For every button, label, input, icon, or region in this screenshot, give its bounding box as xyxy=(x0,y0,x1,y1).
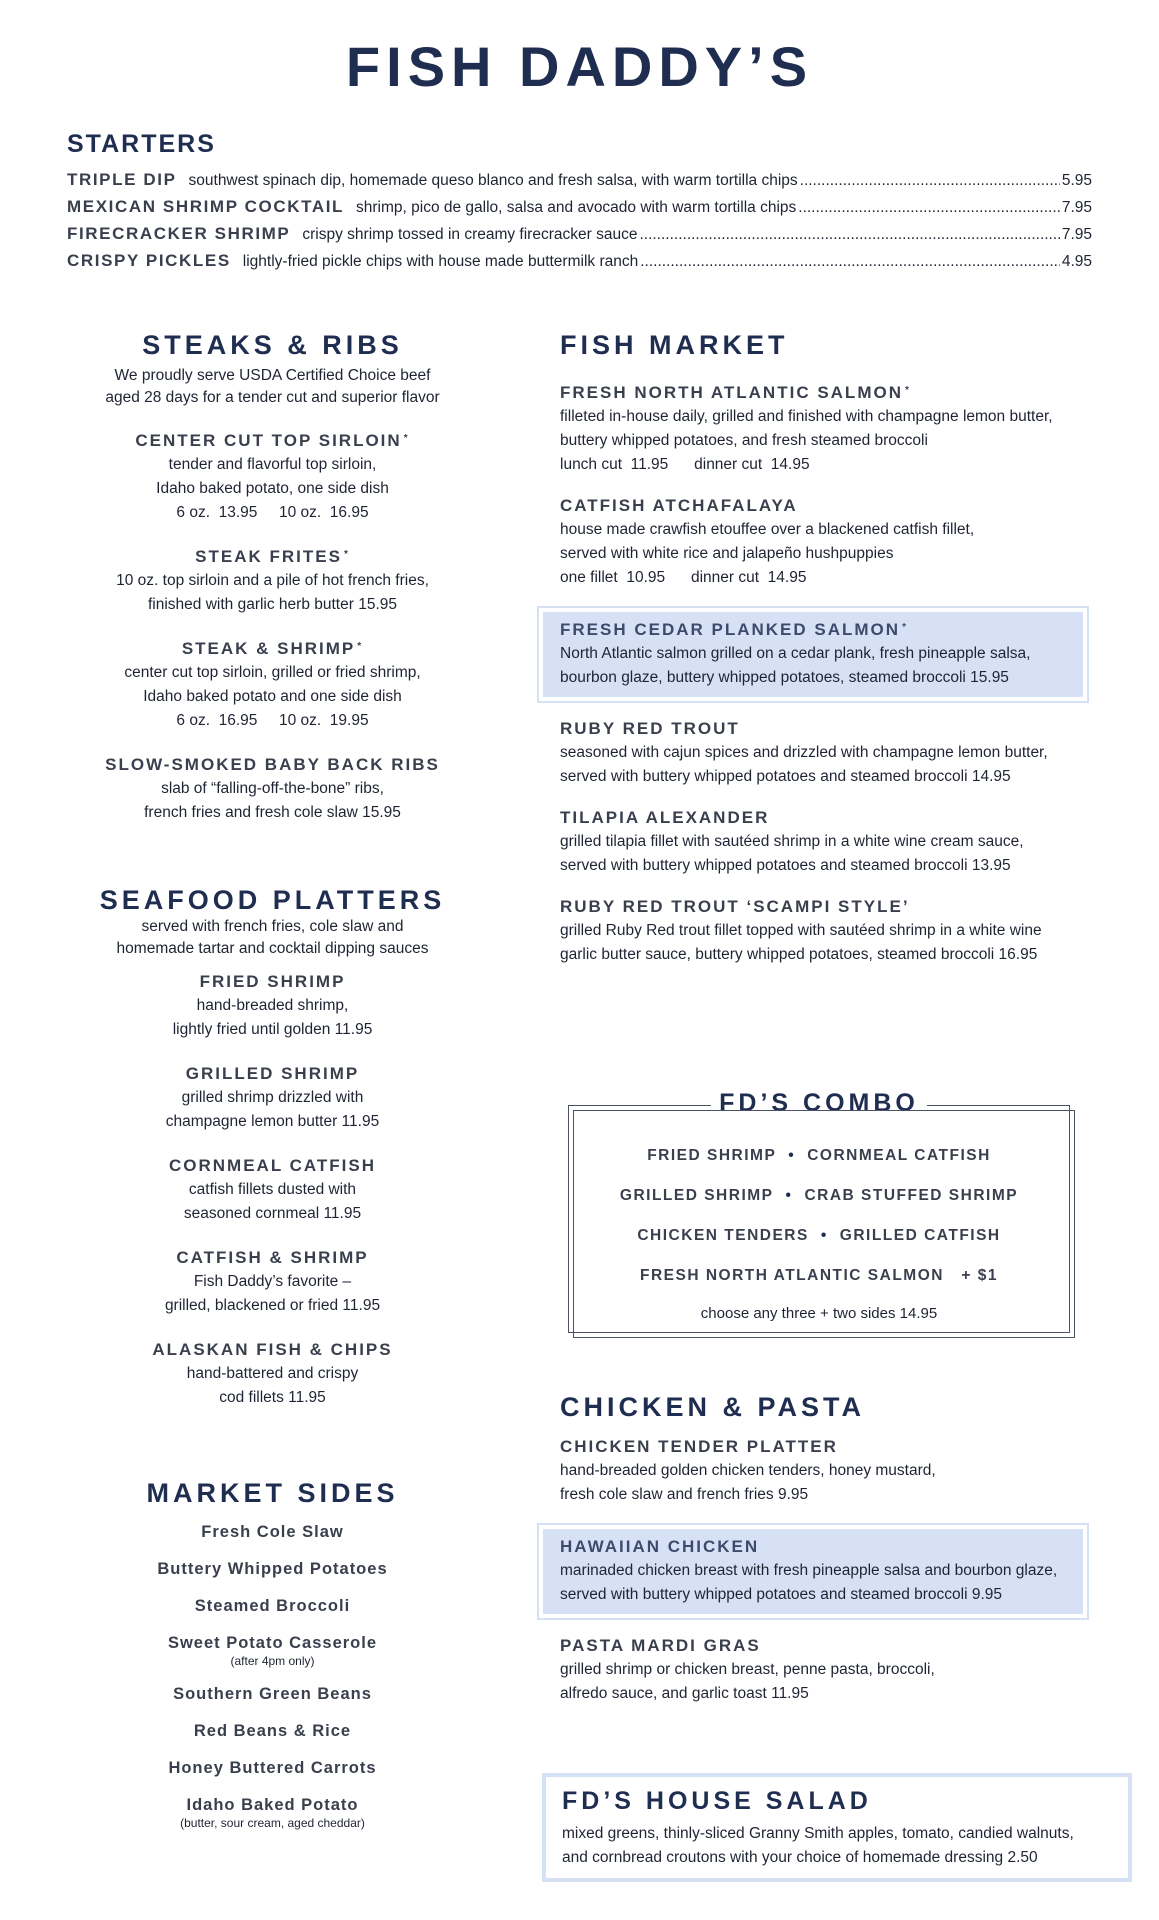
item-desc: seasoned cornmeal 11.95 xyxy=(183,1205,362,1222)
item-name: SLOW-SMOKED BABY BACK RIBS xyxy=(105,755,440,774)
item-desc: hand-battered and crispy xyxy=(186,1365,359,1382)
item-name: HAWAIIAN CHICKEN xyxy=(560,1537,760,1556)
starters-heading: STARTERS xyxy=(67,130,216,158)
featured-item xyxy=(543,612,1083,697)
item-desc: served with white rice and jalapeño hushpuppies xyxy=(560,545,894,562)
item-desc: center cut top sirloin, grilled or fried shrimp, xyxy=(124,664,421,681)
starter-item xyxy=(67,221,1092,248)
item-name xyxy=(90,637,455,661)
item-price: 6 oz. 13.95 10 oz. 16.95 xyxy=(176,504,369,521)
platters-heading: SEAFOOD PLATTERS xyxy=(99,885,446,915)
menu-item xyxy=(560,895,1100,967)
leader-dots xyxy=(639,222,1059,248)
steaks-heading: STEAKS & RIBS xyxy=(142,330,403,360)
item-desc: slab of “falling-off-the-bone” ribs, xyxy=(161,780,384,797)
side-note: (after 4pm only) xyxy=(230,1654,315,1668)
combo-option: FRIED SHRIMP xyxy=(647,1147,777,1164)
item-price: one fillet 10.95 dinner cut 14.95 xyxy=(560,569,807,586)
sides-list xyxy=(90,1521,455,1830)
starter-item xyxy=(67,248,1092,275)
item-desc: hand-breaded shrimp, xyxy=(196,997,349,1014)
starter-name: MEXICAN SHRIMP COCKTAIL xyxy=(67,197,345,216)
starter-price: 4.95 xyxy=(1061,253,1092,270)
leader-dots xyxy=(640,249,1060,275)
combo-heading-text: FD’S COMBO xyxy=(711,1089,927,1117)
menu-item xyxy=(90,545,455,617)
item-desc: bourbon glaze, buttery whipped potatoes, steamed broccoli 15.95 xyxy=(560,669,1009,686)
side-item: Sweet Potato Casserole xyxy=(167,1634,378,1652)
starter-price: 5.95 xyxy=(1061,172,1092,189)
combo-heading xyxy=(569,1089,1069,1118)
item-name: PASTA MARDI GRAS xyxy=(560,1636,761,1655)
item-desc: Idaho baked potato, one side dish xyxy=(156,480,389,497)
item-desc: champagne lemon butter 11.95 xyxy=(165,1113,380,1130)
steaks-intro xyxy=(90,365,455,409)
starter-price: 7.95 xyxy=(1061,226,1092,243)
item-desc: grilled tilapia fillet with sautéed shrimp in a white wine cream sauce, xyxy=(560,833,1024,850)
fish-market-section xyxy=(560,330,1100,967)
menu-item xyxy=(90,753,455,825)
item-desc: garlic butter sauce, buttery whipped potatoes, steamed broccoli 16.95 xyxy=(560,946,1038,963)
combo-box xyxy=(568,1089,1070,1333)
item-desc: Idaho baked potato and one side dish xyxy=(143,688,402,705)
item-name: ALASKAN FISH & CHIPS xyxy=(152,1340,393,1359)
item-name-text: STEAK FRITES xyxy=(195,547,342,566)
sides-heading: MARKET SIDES xyxy=(146,1478,399,1508)
intro-line: homemade tartar and cocktail dipping sauces xyxy=(116,940,429,957)
menu-item xyxy=(560,1435,1100,1507)
item-desc: tender and flavorful top sirloin, xyxy=(168,456,377,473)
side-item: Idaho Baked Potato xyxy=(186,1796,359,1814)
leader-dots xyxy=(800,168,1060,194)
item-name xyxy=(90,429,455,453)
bullet-icon: • xyxy=(788,1147,796,1164)
combo-upcharge: + $1 xyxy=(961,1267,998,1284)
item-price: lunch cut 11.95 dinner cut 14.95 xyxy=(560,456,810,473)
combo-option: CRAB STUFFED SHRIMP xyxy=(804,1187,1019,1204)
item-name: CHICKEN TENDER PLATTER xyxy=(560,1437,838,1456)
item-desc: filleted in-house daily, grilled and finished with champagne lemon butter, xyxy=(560,408,1053,425)
item-desc: catfish fillets dusted with xyxy=(188,1181,357,1198)
salad-desc: and cornbread croutons with your choice of homemade dressing 2.50 xyxy=(562,1849,1038,1866)
item-desc: grilled shrimp or chicken breast, penne pasta, broccoli, xyxy=(560,1661,935,1678)
starter-desc: crispy shrimp tossed in creamy firecracker sauce xyxy=(302,226,638,243)
fish-market-heading: FISH MARKET xyxy=(560,330,789,360)
asterisk: * xyxy=(902,622,908,633)
item-desc: grilled, blackened or fried 11.95 xyxy=(164,1297,381,1314)
item-desc: served with buttery whipped potatoes and steamed broccoli 14.95 xyxy=(560,768,1011,785)
starter-item xyxy=(67,194,1092,221)
item-name: CATFISH ATCHAFALAYA xyxy=(560,496,798,515)
menu-item xyxy=(90,1062,455,1134)
item-desc: North Atlantic salmon grilled on a cedar plank, fresh pineapple salsa, xyxy=(560,645,1031,662)
item-desc: served with buttery whipped potatoes and steamed broccoli 13.95 xyxy=(560,857,1011,874)
item-name: TILAPIA ALEXANDER xyxy=(560,808,770,827)
item-name: GRILLED SHRIMP xyxy=(185,1064,360,1083)
item-desc: finished with garlic herb butter 15.95 xyxy=(147,596,397,613)
side-item: Steamed Broccoli xyxy=(194,1597,351,1615)
house-salad-box xyxy=(542,1773,1132,1882)
asterisk: * xyxy=(904,385,911,396)
combo-option: CHICKEN TENDERS xyxy=(637,1227,809,1244)
combo-options xyxy=(569,1136,1069,1332)
starter-name: CRISPY PICKLES xyxy=(67,251,231,270)
menu-item xyxy=(90,1338,455,1410)
combo-row xyxy=(569,1136,1069,1176)
leader-dots xyxy=(798,195,1060,221)
left-column xyxy=(90,330,455,1830)
item-desc: served with buttery whipped potatoes and steamed broccoli 9.95 xyxy=(560,1586,1003,1603)
item-desc: grilled shrimp drizzled with xyxy=(181,1089,364,1106)
menu-item xyxy=(560,717,1100,789)
menu-item xyxy=(560,1634,1100,1706)
side-item: Buttery Whipped Potatoes xyxy=(157,1560,388,1578)
side-item: Red Beans & Rice xyxy=(193,1722,352,1740)
menu-item xyxy=(560,381,1100,477)
item-desc: Fish Daddy’s favorite – xyxy=(193,1273,352,1290)
item-name: FRIED SHRIMP xyxy=(199,972,346,991)
bullet-icon: • xyxy=(785,1187,793,1204)
menu-item xyxy=(90,1154,455,1226)
starter-desc: southwest spinach dip, homemade queso blanco and fresh salsa, with warm tortilla chips xyxy=(188,172,798,189)
intro-line: aged 28 days for a tender cut and superior flavor xyxy=(105,389,440,406)
chicken-heading: CHICKEN & PASTA xyxy=(560,1392,866,1422)
platters-intro xyxy=(90,916,455,960)
intro-line: served with french fries, cole slaw and xyxy=(141,918,404,935)
starter-price: 7.95 xyxy=(1061,199,1092,216)
item-price: 6 oz. 16.95 10 oz. 19.95 xyxy=(176,712,369,729)
combo-option: FRESH NORTH ATLANTIC SALMON xyxy=(639,1267,944,1284)
item-name xyxy=(560,618,1066,642)
menu-item xyxy=(90,970,455,1042)
item-desc: 10 oz. top sirloin and a pile of hot french fries, xyxy=(116,572,429,589)
item-desc: marinaded chicken breast with fresh pineapple salsa and bourbon glaze, xyxy=(560,1562,1058,1579)
menu-item xyxy=(90,429,455,525)
item-desc: grilled Ruby Red trout fillet topped with sautéed shrimp in a white wine xyxy=(560,922,1042,939)
combo-price: choose any three + two sides 14.95 xyxy=(700,1305,938,1322)
combo-row xyxy=(569,1216,1069,1256)
item-name-text: FRESH CEDAR PLANKED SALMON xyxy=(560,620,901,639)
combo-option: CORNMEAL CATFISH xyxy=(807,1147,991,1164)
combo-option: GRILLED SHRIMP xyxy=(619,1187,774,1204)
item-name-text: STEAK & SHRIMP xyxy=(181,639,356,658)
item-desc: hand-breaded golden chicken tenders, honey mustard, xyxy=(560,1462,936,1479)
restaurant-name: FISH DADDY’S xyxy=(345,35,814,98)
menu-item xyxy=(90,637,455,733)
chicken-pasta-section xyxy=(560,1392,1100,1706)
item-name xyxy=(90,545,455,569)
item-name: RUBY RED TROUT xyxy=(560,719,740,738)
item-name: RUBY RED TROUT ‘SCAMPI STYLE’ xyxy=(560,897,910,916)
combo-row xyxy=(569,1176,1069,1216)
asterisk: * xyxy=(343,549,350,560)
item-name: CORNMEAL CATFISH xyxy=(168,1156,377,1175)
item-desc: buttery whipped potatoes, and fresh steamed broccoli xyxy=(560,432,928,449)
menu-item xyxy=(560,806,1100,878)
bullet-icon: • xyxy=(820,1227,828,1244)
intro-line: We proudly serve USDA Certified Choice beef xyxy=(114,367,431,384)
menu-item xyxy=(560,494,1100,590)
item-desc: fresh cole slaw and french fries 9.95 xyxy=(560,1486,809,1503)
asterisk: * xyxy=(357,641,364,652)
starters-section xyxy=(67,130,1092,275)
side-item: Fresh Cole Slaw xyxy=(201,1523,344,1541)
asterisk: * xyxy=(403,433,410,444)
starter-desc: shrimp, pico de gallo, salsa and avocado with warm tortilla chips xyxy=(356,199,797,216)
item-name xyxy=(560,381,1100,405)
salad-desc: mixed greens, thinly-sliced Granny Smith apples, tomato, candied walnuts, xyxy=(562,1825,1074,1842)
featured-item xyxy=(543,1529,1083,1614)
item-desc: french fries and fresh cole slaw 15.95 xyxy=(144,804,401,821)
side-note: (butter, sour cream, aged cheddar) xyxy=(180,1816,365,1830)
combo-option: GRILLED CATFISH xyxy=(839,1227,1001,1244)
starter-name: FIRECRACKER SHRIMP xyxy=(67,224,291,243)
side-item: Honey Buttered Carrots xyxy=(168,1759,377,1777)
salad-heading: FD’S HOUSE SALAD xyxy=(562,1787,872,1815)
starter-name: TRIPLE DIP xyxy=(67,170,177,189)
combo-row xyxy=(569,1256,1069,1296)
item-name: CATFISH & SHRIMP xyxy=(176,1248,369,1267)
starter-item xyxy=(67,167,1092,194)
item-desc: house made crawfish etouffee over a blackened catfish fillet, xyxy=(560,521,975,538)
item-desc: lightly fried until golden 11.95 xyxy=(172,1021,373,1038)
item-name-text: FRESH NORTH ATLANTIC SALMON xyxy=(560,383,903,402)
item-desc: cod fillets 11.95 xyxy=(219,1389,326,1406)
item-desc: alfredo sauce, and garlic toast 11.95 xyxy=(560,1685,809,1702)
starter-desc: lightly-fried pickle chips with house made buttermilk ranch xyxy=(242,253,639,270)
item-desc: seasoned with cajun spices and drizzled with champagne lemon butter, xyxy=(560,744,1048,761)
menu-item xyxy=(90,1246,455,1318)
item-name-text: CENTER CUT TOP SIRLOIN xyxy=(135,431,402,450)
side-item: Southern Green Beans xyxy=(173,1685,372,1703)
